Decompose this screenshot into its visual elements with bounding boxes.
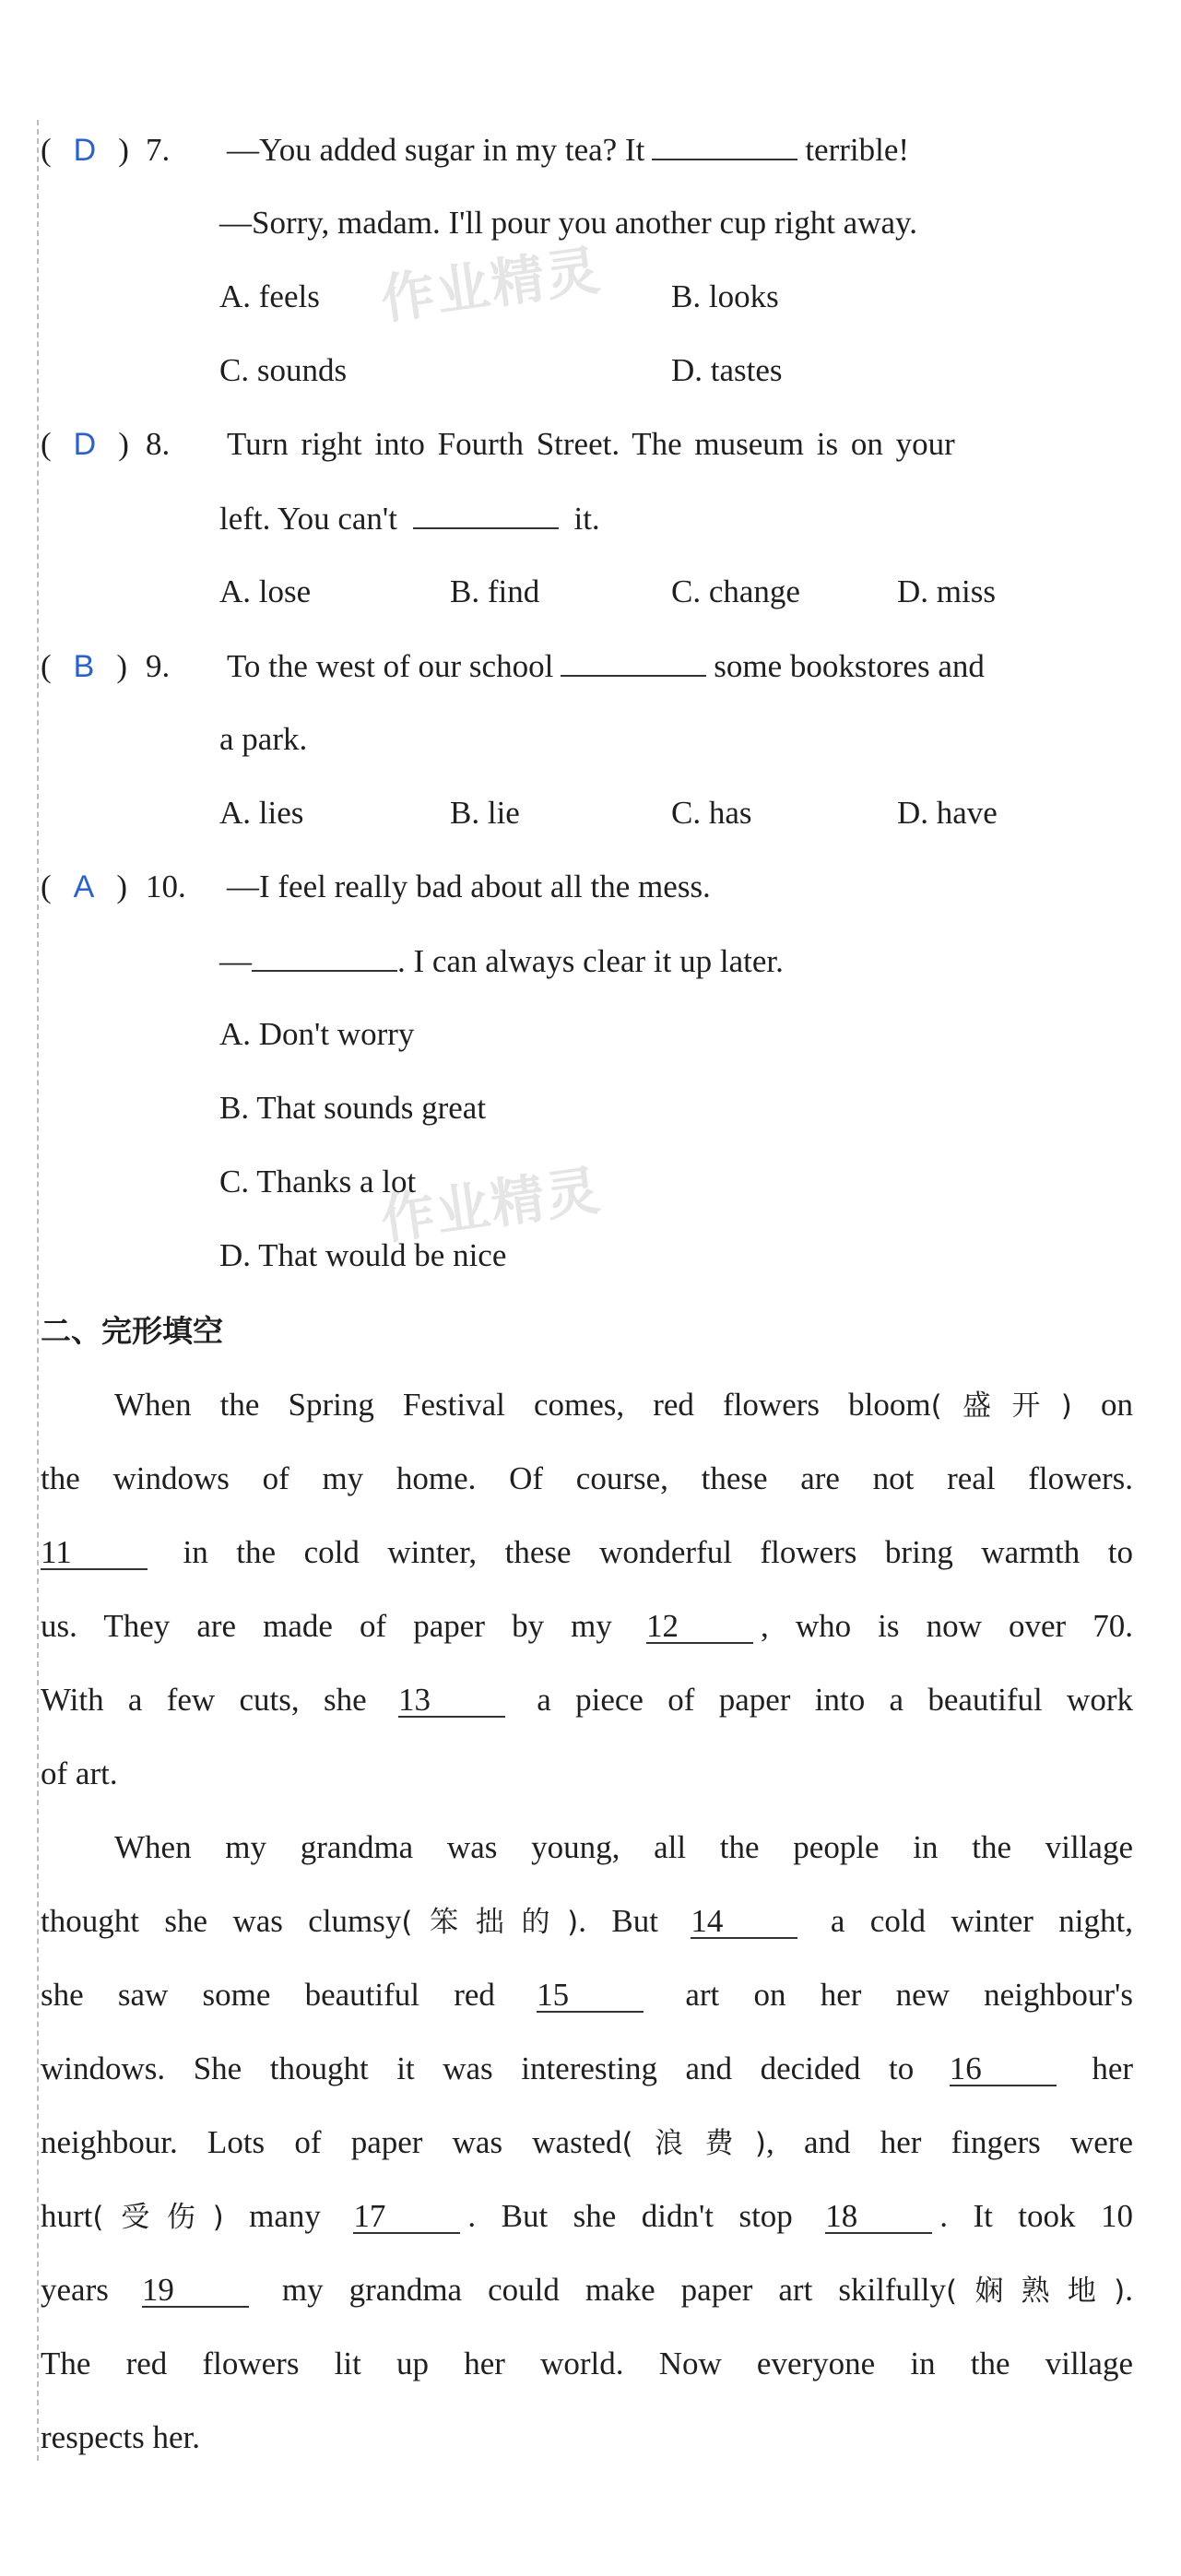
p2-l6-gloss: (受伤) bbox=[92, 2201, 224, 2234]
passage-p1-line-5 bbox=[41, 1682, 1133, 1719]
passage-p1-line-4 bbox=[41, 1608, 1133, 1645]
p1-l1-text-a: When the Spring Festival comes, red flowers bloom bbox=[114, 1387, 931, 1423]
q10-line-2 bbox=[219, 942, 1133, 980]
passage-p1-line-6: of art. bbox=[41, 1755, 118, 1791]
question-number-9: 9. bbox=[146, 648, 171, 684]
q7-option-c: C. sounds bbox=[219, 352, 348, 388]
q8-line-2-b: it. bbox=[573, 501, 600, 537]
p2-l4-text-b: her bbox=[1092, 2050, 1134, 2086]
q9-option-b: B. lie bbox=[450, 795, 520, 831]
q10-option-a: A. Don't worry bbox=[219, 1016, 415, 1052]
p2-l5-gloss: (浪费) bbox=[621, 2127, 767, 2160]
p2-l6-text-c: . But she didn't stop bbox=[467, 2198, 793, 2234]
q8-line-2 bbox=[219, 500, 1133, 538]
q9-line-1-a: To the west of our school bbox=[227, 648, 554, 684]
blank-11: 11 bbox=[41, 1537, 148, 1570]
answer-paren-7: ( D ) bbox=[41, 132, 129, 168]
p2-l2-gloss: (笨拙的) bbox=[401, 1906, 579, 1939]
q7-stem-a: —You added sugar in my tea? It bbox=[227, 132, 645, 168]
p2-l2-text-c: a cold winter night, bbox=[830, 1903, 1134, 1939]
passage-p2-line-9: respects her. bbox=[41, 2419, 200, 2455]
passage-p1-line-2: the windows of my home. Of course, these are not real flowers. bbox=[41, 1460, 1133, 1496]
p2-l6-text-a: hurt bbox=[41, 2198, 93, 2234]
q8-blank bbox=[413, 500, 559, 529]
q7-option-d: D. tastes bbox=[671, 352, 783, 388]
q9-line-2: a park. bbox=[219, 721, 308, 757]
answer-paren-10: ( A ) bbox=[41, 869, 127, 904]
question-7-line-1 bbox=[41, 131, 1133, 169]
q9-blank bbox=[561, 647, 706, 677]
p2-l7-text-a: years bbox=[41, 2272, 109, 2308]
passage-p2-line-7 bbox=[41, 2272, 1133, 2310]
q10-line-1: —I feel really bad about all the mess. bbox=[227, 869, 711, 904]
p1-l4-text-b: , who is now over 70. bbox=[760, 1608, 1134, 1644]
q8-line-2-a: left. You can't bbox=[219, 501, 397, 537]
question-9-line-1 bbox=[41, 647, 1133, 685]
passage-p2-line-1: When my grandma was young, all the people in the village bbox=[114, 1829, 1133, 1865]
p1-l5-text-a: With a few cuts, she bbox=[41, 1682, 367, 1718]
p2-l2-text-b: . But bbox=[578, 1903, 658, 1939]
q10-blank bbox=[252, 942, 397, 972]
p2-l7-text-c: . bbox=[1125, 2272, 1133, 2308]
q8-line-1: Turn right into Fourth Street. The museum is on your bbox=[227, 426, 955, 462]
q10-option-b: B. That sounds great bbox=[219, 1090, 487, 1126]
q10-line-2-b: . I can always clear it up later. bbox=[397, 943, 784, 979]
p2-l4-text-a: windows. She thought it was interesting and decided to bbox=[41, 2050, 915, 2086]
answer-9: B bbox=[73, 649, 95, 684]
blank-12: 12 bbox=[646, 1611, 753, 1644]
blank-19: 19 bbox=[142, 2275, 249, 2308]
watermark-1: 作业精灵 bbox=[377, 238, 606, 332]
section-title-cloze: 二、完形填空 bbox=[41, 1313, 223, 1349]
passage-p2-line-6 bbox=[41, 2198, 1133, 2236]
p1-l5-text-b: a piece of paper into a beautiful work bbox=[537, 1682, 1133, 1718]
blank-18: 18 bbox=[825, 2201, 932, 2234]
p2-l6-text-b: many bbox=[223, 2198, 321, 2234]
blank-16: 16 bbox=[950, 2053, 1057, 2086]
q7-blank bbox=[652, 131, 797, 160]
p2-l2-text-a: thought she was clumsy bbox=[41, 1903, 402, 1939]
answer-paren-8: ( D ) bbox=[41, 426, 129, 462]
question-number-8: 8. bbox=[146, 426, 171, 462]
p1-l4-text-a: us. They are made of paper by my bbox=[41, 1608, 612, 1644]
passage-p1-line-1 bbox=[114, 1387, 1133, 1424]
p2-l3-text-b: art on her new neighbour's bbox=[685, 1977, 1133, 2013]
passage-p2-line-3 bbox=[41, 1977, 1133, 2014]
q7-line-2: —Sorry, madam. I'll pour you another cup right away. bbox=[219, 205, 917, 241]
p2-l3-text-a: she saw some beautiful red bbox=[41, 1977, 495, 2013]
passage-p2-line-8: The red flowers lit up her world. Now everyone in the village bbox=[41, 2346, 1133, 2381]
q8-option-c: C. change bbox=[671, 573, 800, 609]
question-number-10: 10. bbox=[146, 869, 186, 904]
blank-15: 15 bbox=[537, 1979, 644, 2013]
p2-l5-text-b: , and her fingers were bbox=[766, 2124, 1133, 2160]
blank-17: 17 bbox=[353, 2201, 460, 2234]
p1-l1-gloss: (盛开) bbox=[930, 1389, 1072, 1423]
q8-option-b: B. find bbox=[450, 573, 540, 609]
q8-option-a: A. lose bbox=[219, 573, 312, 609]
blank-13: 13 bbox=[398, 1684, 505, 1718]
q9-option-c: C. has bbox=[671, 795, 752, 831]
p2-l6-text-d: . It took 10 bbox=[939, 2198, 1133, 2234]
answer-7: D bbox=[73, 133, 97, 168]
p2-l7-text-b: my grandma could make paper art skilfully bbox=[281, 2272, 946, 2308]
answer-8: D bbox=[73, 427, 97, 462]
q10-line-2-a: — bbox=[219, 943, 252, 979]
passage-p2-line-4 bbox=[41, 2050, 1133, 2087]
q10-option-c: C. Thanks a lot bbox=[219, 1164, 417, 1199]
watermark-2: 作业精灵 bbox=[377, 1158, 606, 1252]
q7-option-a: A. feels bbox=[219, 278, 320, 314]
p1-l1-text-b: on bbox=[1071, 1387, 1133, 1423]
question-8-line-1 bbox=[41, 426, 1133, 463]
blank-14: 14 bbox=[691, 1906, 797, 1939]
p1-l3-text: in the cold winter, these wonderful flowers bring warmth to bbox=[183, 1534, 1134, 1570]
passage-p1-line-3 bbox=[41, 1534, 1133, 1571]
passage-p2-line-2 bbox=[41, 1903, 1133, 1941]
answer-10: A bbox=[73, 869, 95, 904]
q9-line-1-b: some bookstores and bbox=[714, 648, 985, 684]
q7-stem-b: terrible! bbox=[805, 132, 910, 168]
q9-option-d: D. have bbox=[897, 795, 998, 831]
question-10-line-1 bbox=[41, 869, 1133, 905]
p2-l5-text-a: neighbour. Lots of paper was wasted bbox=[41, 2124, 622, 2160]
p2-l7-gloss: (娴熟地) bbox=[946, 2275, 1126, 2308]
question-number-7: 7. bbox=[146, 132, 171, 168]
answer-paren-9: ( B ) bbox=[41, 648, 127, 684]
passage-p2-line-5 bbox=[41, 2124, 1133, 2162]
q8-option-d: D. miss bbox=[897, 573, 996, 609]
q7-option-b: B. looks bbox=[671, 278, 779, 314]
q10-option-d: D. That would be nice bbox=[219, 1237, 507, 1273]
q9-option-a: A. lies bbox=[219, 795, 304, 831]
